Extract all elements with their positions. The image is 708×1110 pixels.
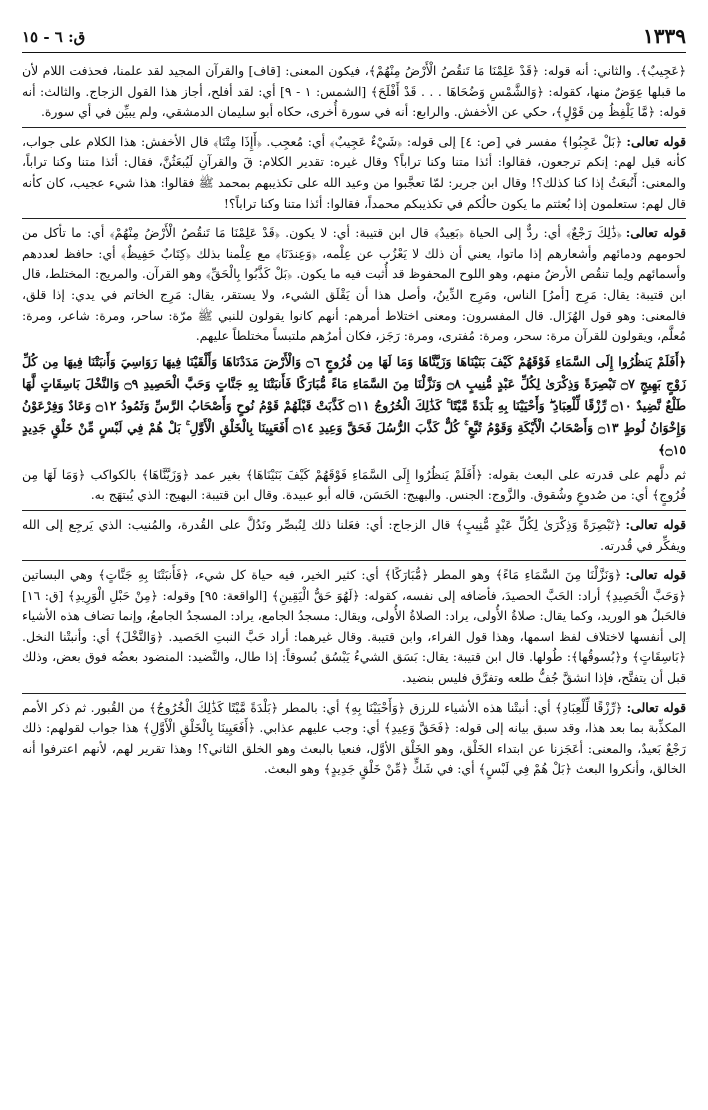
commentary-paragraph [22, 61, 686, 123]
commentary-paragraph [22, 465, 686, 506]
page-number: ١٣٣٩ [643, 24, 686, 48]
page-body [22, 53, 686, 780]
paragraph-text: ﴿وَنَزَّلْنَا مِنَ السَّمَاءِ مَاءً﴾ وهو المطر ﴿مُّبَارَكًا﴾ أي: كثير الخير، فيه حياة كل شيء، ﴿فَأَنبَتْنَا بِهِ جَنَّاتٍ﴾ وهي البساتين ﴿وَحَبَّ الْحَصِيدِ﴾ أراد: الحَبَّ الحصيدَ، فأضافه إلى نفسه، كقوله: ﴿لَهُوَ حَقُّ الْيَقِينِ﴾ [الواقعة: ٩٥] وقوله: ﴿مِنْ حَبْلِ الْوَرِيدِ﴾ [ق: ١٦] فالحَبلُ هو الوريد، وكما يقال: صلاةُ الأُولى، يراد: الصلاةُ الأُولى، ويقال: مسجدُ الجامع، يراد: المسجدُ الجامعُ، وإنما تضاف هذه الأشياء إلى أنفسها لاختلاف لفظ اسمها، وهذا قول الفراء، وابن قتيبة. وقال غيرهما: أراد حَبَّ النبتِ الحَصيد. ﴿وَالنَّخْلَ﴾ أي: وأنبتْنا النخل. ﴿بَاسِقَاتٍ﴾ و﴿بُسوقُها﴾: طُولها. قال ابن قتيبة: يقال: بَسَق الشيءُ يَبْسُق بُسوقاً: إذا طال، والنَّضيد: المنضود بعضُه فوق بعض، وذلك قبل أن يتفتَّح، فإذا انشقَّ جُفُّ طلعه وتفرَّق فليس بنضيد. [22, 567, 686, 686]
commentary-paragraph [22, 510, 686, 556]
paragraph-text: ثم دلَّهم على قدرته على البعث بقوله: ﴿أَفَلَمْ يَنظُرُوا إِلَى السَّمَاءِ فَوْقَهُمْ كَيْفَ بَنَيْنَاهَا﴾ بغير عمد ﴿وَزَيَّنَّاهَا﴾ بالكواكب ﴿وَمَا لَهَا مِن فُرُوجٍ﴾ أي: من صُدوعٍ وشُقوق. والزَّوج: الجنس. والبهيج: الحَسَن، قاله أبو عبيدة. وقال ابن قتيبة: البهيج: الذي يُبتهَج به. [22, 466, 686, 503]
paragraph-text: ﴿عَجِيبٌ﴾. والثاني: أنه قوله: ﴿قَدْ عَلِمْنَا مَا تَنقُصُ الْأَرْضُ مِنْهُمْ﴾، فيكون المعنى: [قاف] والقرآن المجيد لقد علمنا، فحذفت اللام لأن ما قبلها عِوَضٌ منها، كقوله: ﴿وَالشَّمْسِ وَضُحَاهَا . . . قَدْ أَفْلَحَ﴾ [الشمس: ١ - ٩] أي: لقد أفلح، أجاز هذا القول الزجاج. والثالث: أنه قوله: ﴿مَّا يَلْفِظُ مِن قَوْلٍ﴾، حكي عن الأخفش. والرابع: أنه في سورة أُخرى، حكاه أبو سليمان الدمشقي، ولم يبيِّن في أي سورة. [22, 63, 686, 120]
paragraph-text: ﴿ذَٰلِكَ رَجْعٌ﴾ أي: ردٌّ إلى الحياة ﴿بَعِيدٌ﴾ قال ابن قتيبة: أي: لا يكون. ﴿قَدْ عَلِمْنَا مَا تَنقُصُ الْأَرْضُ مِنْهُمْ﴾ أي: ما تأكل من لحومهم ودمائهم وأشعارهم إذا ماتوا، يعني أن ذلك لا يَعْزُب عن عِلْمه، ﴿وَعِندَنَا﴾ مع عِلْمنا بذلك ﴿كِتَابٌ حَفِيظٌ﴾ أي: حافظ لعددهم وأسمائهم ولِما تنقُص الأرضُ منهم، وهو اللوح المحفوظ قد أُثبت فيه ما يكون. ﴿بَلْ كَذَّبُوا بِالْحَقِّ﴾ وهو القرآن. والمريج: المختلط، قال ابن قتيبة: يقال: مَرِج [أمرُ] الناس، ومَرِج الدِّينُ، وأصل هذا أن يَقْلَق الشيء، ولا يستقر، يقال: مَرِج الخاتم في يدي: إذا قلق، فالمعنى: وهو قول الهُزَال. قال المفسرون: ومعنى اختلاط أمرهم: أنهم كانوا يقولون للنبي ﷺ مرّة: ساحر، ومرة: شاعر، ومرة: مُعلَّم، ويقولون للقرآن مرة: سحر، ومرة: مُفترى، ومرة: رَجَز، فكان أمرُهم ملتبساً مختلطاً عليهم. [22, 225, 686, 344]
page-header [22, 18, 686, 53]
paragraph-text: ﴿رِّزْقًا لِّلْعِبَادِ﴾ أي: أنبتْنا هذه الأشياء للرزق ﴿وَأَحْيَيْنَا بِهِ﴾ أي: بالمطر ﴿بَلْدَةً مَّيْتًا كَذَٰلِكَ الْخُرُوجُ﴾ من القُبور. ثم ذكر الأمم المكذِّبة بما بعد هذا، وقد سبق بيانه إلى قوله: ﴿فَحَقَّ وَعِيدِ﴾ أي: وجب عليهم عذابي. ﴿أَفَعَيِينَا بِالْخَلْقِ الْأَوَّلِ﴾ هذا جواب لقولهم: ذلك رَجْعٌ بَعيدٌ، والمعنى: أعَجَزنا عن ابتداء الخَلْق، وهو الخَلْق الأوَّل، فنعيا بالبعث وهو الخلق الثاني؟! وهذا تقرير لهم، لأنهم اعترفوا أنه الخالق، وأنكروا البعث ﴿بَلْ هُمْ فِي لَبْسٍ﴾ أي: في شَكٍّ ﴿مِّنْ خَلْقٍ جَدِيدٍ﴾ وهو البعث. [22, 699, 686, 777]
paragraph-text: ﴿تَبْصِرَةً وَذِكْرَىٰ لِكُلِّ عَبْدٍ مُّنِيبٍ﴾ قال الزجاج: أي: فعَلنا ذلك لِنُبصِّر ونَدُلَّ على القُدرة، والمُنيب: الذي يَرجِع إلى الله ويفكِّر في قُدرته. [22, 516, 686, 553]
commentary-paragraph [22, 127, 686, 214]
paragraph-lead: قوله تعالى: [626, 699, 687, 715]
chapter-reference: ق: ٦ - ١٥ [22, 28, 86, 46]
commentary-paragraph [22, 560, 686, 689]
commentary-paragraph [22, 693, 686, 780]
commentary-paragraph [22, 218, 686, 347]
paragraph-lead: قوله تعالى: [625, 567, 686, 583]
paragraph-lead: قوله تعالى: [625, 225, 687, 241]
paragraph-lead: قوله تعالى: [625, 516, 686, 532]
paragraph-text: ﴿بَلْ عَجِبُوا﴾ مفسر في [ص: ٤] إلى قوله: ﴿شَيْءٌ عَجِيبٌ﴾ أي: مُعجِب. ﴿أَإِذَا مِتْنَا﴾ قال الأخفش: هذا الكلام على جواب، كأنه قيل لهم: إنكم ترجعون، فقالوا: أئذا متنا وكنا تراباً؟ وقال غيره: تقدير الكلام: قَ والقرآنِ لَيُبعَثُنَّ، فقال: أئذا متنا وكنا تراباً، والمعنى: أَنُبعَثُ إذا كنا كذلك؟! وقال ابن جرير: لمّا تعجَّبوا من وعيد الله على تكذيبهم بمحمد ﷺ فقالوا: هذا شيء عجيب، كان كأنه قال لهم: ستعلمون إذا بُعثتم ما يكون حالُكم في تكذيبكم محمداً، فقالوا: أئذا متنا وكنا تراباً؟! [22, 133, 686, 211]
paragraph-lead: قوله تعالى: [626, 133, 686, 149]
book-page [22, 18, 686, 1094]
quran-verses-block: ﴿أَفَلَمْ يَنظُرُوا إِلَى السَّمَاءِ فَوْقَهُمْ كَيْفَ بَنَيْنَاهَا وَزَيَّنَّاهَا وَمَا لَهَا مِن فُرُوجٍ ۝٦ وَالْأَرْضَ مَدَدْنَاهَا وَأَلْقَيْنَا فِيهَا رَوَاسِيَ وَأَنبَتْنَا فِيهَا مِن كُلِّ زَوْجٍ بَهِيجٍ ۝٧ تَبْصِرَةً وَذِكْرَىٰ لِكُلِّ عَبْدٍ مُّنِيبٍ ۝٨ وَنَزَّلْنَا مِنَ السَّمَاءِ مَاءً مُّبَارَكًا فَأَنبَتْنَا بِهِ جَنَّاتٍ وَحَبَّ الْحَصِيدِ ۝٩ وَالنَّخْلَ بَاسِقَاتٍ لَّهَا طَلْعٌ نَّضِيدٌ ۝١٠ رِّزْقًا لِّلْعِبَادِ ۖ وَأَحْيَيْنَا بِهِ بَلْدَةً مَّيْتًا ۚ كَذَٰلِكَ الْخُرُوجُ ۝١١ كَذَّبَتْ قَبْلَهُمْ قَوْمُ نُوحٍ وَأَصْحَابُ الرَّسِّ وَثَمُودُ ۝١٢ وَعَادٌ وَفِرْعَوْنُ وَإِخْوَانُ لُوطٍ ۝١٣ وَأَصْحَابُ الْأَيْكَةِ وَقَوْمُ تُبَّعٍ ۚ كُلٌّ كَذَّبَ الرُّسُلَ فَحَقَّ وَعِيدِ ۝١٤ أَفَعَيِينَا بِالْخَلْقِ الْأَوَّلِ ۚ بَلْ هُمْ فِي لَبْسٍ مِّنْ خَلْقٍ جَدِيدٍ ۝١٥﴾ [22, 353, 687, 457]
